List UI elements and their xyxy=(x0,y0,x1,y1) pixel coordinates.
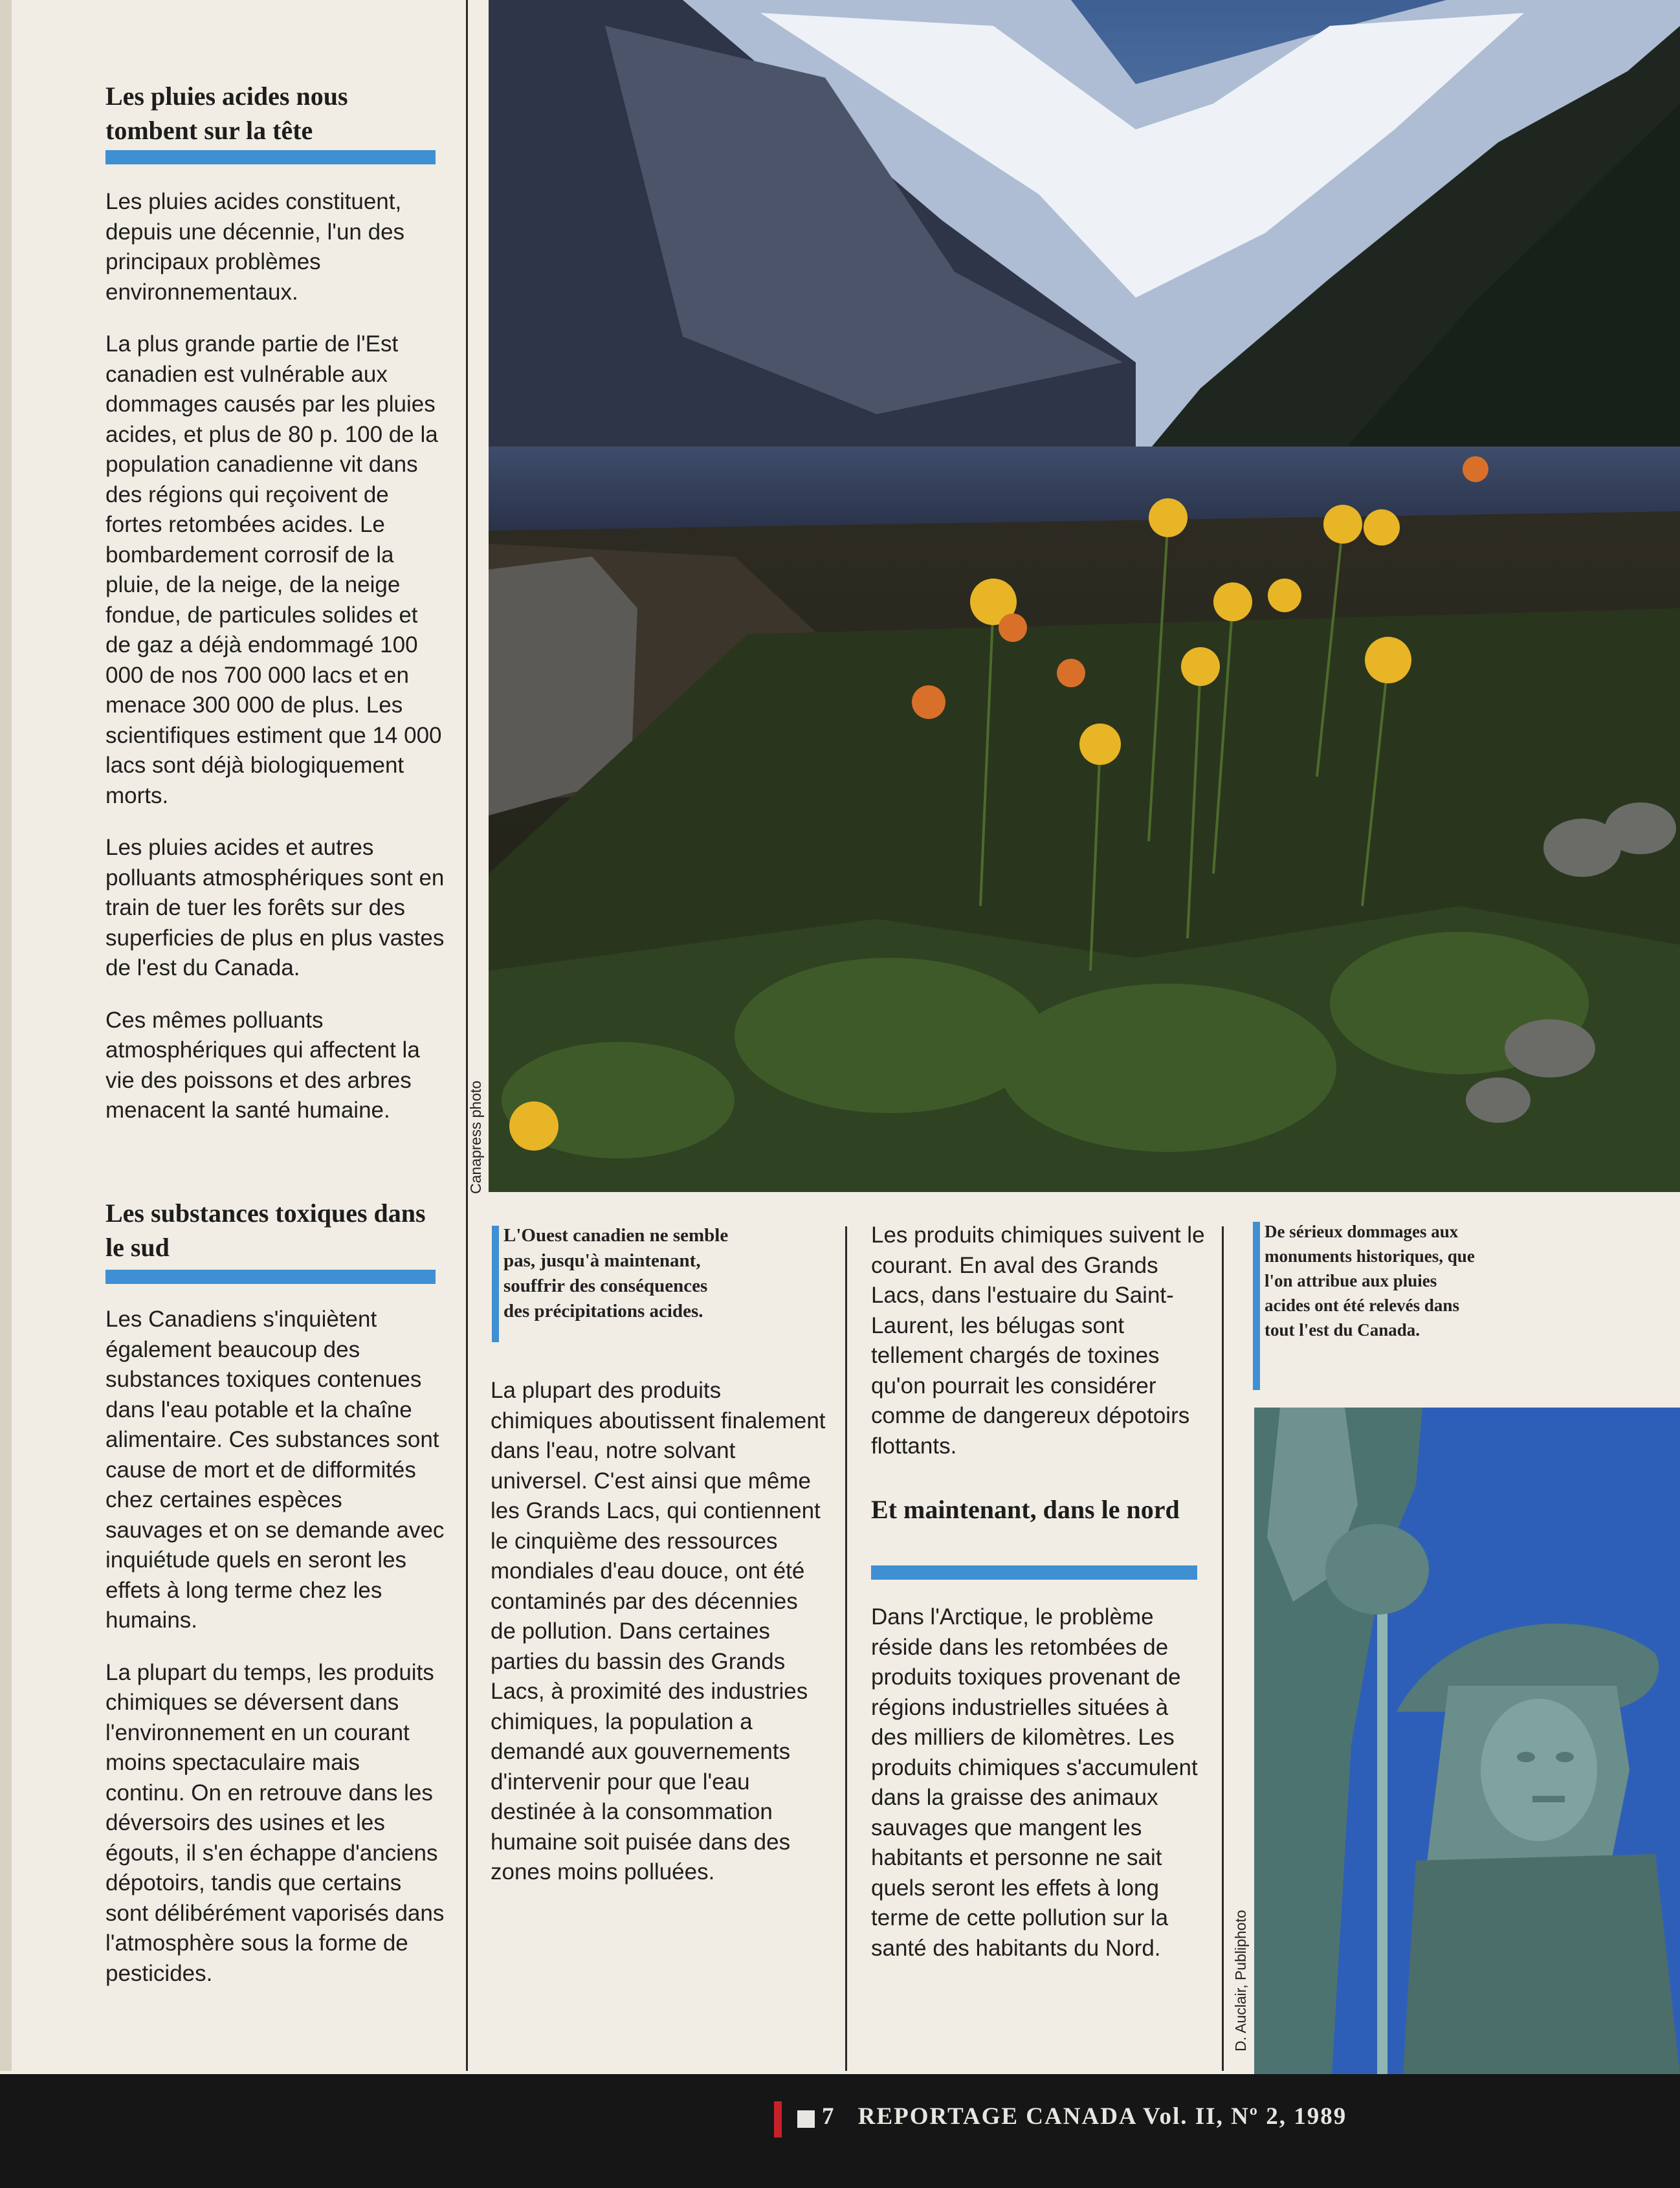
column-rule-middle xyxy=(845,1226,847,2071)
page-number: 7 xyxy=(822,2103,835,2130)
heading-toxic-substances: Les substances toxiques dans le sud xyxy=(105,1199,426,1262)
paragraph: Ces mêmes polluants atmosphériques qui affectent la vie des poissons et des arbres menacent la santé humaine. xyxy=(105,1007,420,1123)
heading-acid-rain: Les pluies acides nous tombent sur la tête xyxy=(105,82,348,145)
caption-bar xyxy=(492,1226,499,1342)
third-column-text xyxy=(871,1221,1208,1483)
photo-credit-canapress: Canapress photo xyxy=(467,1080,484,1194)
caption-bar xyxy=(1253,1222,1260,1390)
left-column xyxy=(105,79,442,148)
paragraph: La plupart des produits chimiques aboutissent finalement dans l'eau, notre solvant universel. C'est ainsi que même les Grands Lacs, qui contiennent le cinquième des ressources mondiales d'eau douce, ont été contaminés par des décennies de pollution. Dans certaines parties du bassin des Grands Lacs, à proximité des industries chimiques, la population a demandé aux gouvernements d'intervenir pour que l'eau destinée à la consommation humaine soit puisée dans des zones moins polluées. xyxy=(491,1378,826,1884)
heading-underline-bar xyxy=(105,150,436,164)
publication-title: REPORTAGE CANADA Vol. II, Nº 2, 1989 xyxy=(857,2103,1347,2130)
paragraph: Les pluies acides constituent, depuis une décennie, l'un des principaux problèmes environnementaux. xyxy=(105,189,405,305)
paragraph: Les Canadiens s'inquiètent également beaucoup des substances toxiques contenues dans l'eau potable et la chaîne alimentaire. Ces substances sont cause de mort et de difformités chez certaines espèces sauvages et on se demande avec inquiétude quels en seront les effets à long terme chez les humains. xyxy=(105,1307,445,1633)
heading-underline-bar xyxy=(105,1270,436,1284)
paragraph: Les pluies acides et autres polluants atmosphériques sont en train de tuer les forêts sur des superficies de plus en plus vastes de l'est du Canada. xyxy=(105,835,445,980)
paragraph: Les produits chimiques suivent le courant. En aval des Grands Lacs, dans l'estuaire du Saint-Laurent, les bélugas sont tellement chargés de toxines qu'on pourrait les considérer comme de dangereux dépotoirs flottants. xyxy=(871,1222,1205,1459)
red-marker xyxy=(774,2101,782,2138)
footer-folio xyxy=(822,2103,1347,2130)
left-column-text2 xyxy=(105,1305,445,2011)
paragraph: La plus grande partie de l'Est canadien est vulnérable aux dommages causés par les pluies acides, et plus de 80 p. 100 de la population canadienne vit dans des régions qui reçoivent de fortes retombées acides. Le bombardement corrosif de la pluie, de la neige, de la neige fondue, de particules solides et de gaz a déjà endommagé 100 000 de nos 700 000 lacs et en menace 300 000 de plus. Les scientifiques estiment que 14 000 lacs sont déjà biologiquement morts. xyxy=(105,331,442,808)
page-edge-shadow xyxy=(0,0,12,2071)
column-rule-right xyxy=(1222,1226,1224,2071)
caption-west-canada xyxy=(492,1223,736,1324)
square-bullet-icon xyxy=(797,2110,815,2128)
caption-text: De sérieux dommages aux monuments historiques, que l'on attribue aux pluies acides ont été relevés dans tout l'est du Canada. xyxy=(1265,1222,1475,1340)
third-column-text2 xyxy=(871,1602,1208,1985)
paragraph: Dans l'Arctique, le problème réside dans les retombées de produits toxiques provenant de régions industrielles situées à des milliers de kilomètres. Les produits chimiques s'accumulent dans la graisse des animaux sauvages que mangent les habitants et personne ne sait quels seront les effets à long terme de cette pollution sur la santé des habitants du Nord. xyxy=(871,1604,1198,1961)
landscape-illustration xyxy=(489,0,1680,1192)
heading-north: Et maintenant, dans le nord xyxy=(871,1495,1180,1524)
middle-column-text xyxy=(491,1376,827,1910)
statue-photo xyxy=(1254,1408,1680,2074)
page-footer xyxy=(0,2074,1680,2188)
lake-poppies-photo xyxy=(489,0,1680,1192)
third-column-heading xyxy=(871,1492,1195,1527)
heading-underline-bar xyxy=(871,1565,1197,1580)
left-column-text xyxy=(105,187,445,1148)
caption-text: L'Ouest canadien ne semble pas, jusqu'à maintenant, souffrir des conséquences des précipitations acides. xyxy=(503,1225,729,1321)
statue-illustration xyxy=(1254,1408,1680,2074)
column-rule-left xyxy=(466,0,468,2071)
paragraph: La plupart du temps, les produits chimiques se déversent dans l'environnement en un courant moins spectaculaire mais continu. On en retrouve dans les déversoirs des usines et les égouts, il s'en échappe d'anciens dépotoirs, tandis que certains sont délibérément vaporisés dans l'atmosphère sous la forme de pesticides. xyxy=(105,1659,445,1986)
left-column-section2 xyxy=(105,1196,445,1265)
photo-credit-auclair: D. Auclair, Publiphoto xyxy=(1232,1910,1249,2051)
caption-monuments xyxy=(1253,1219,1478,1342)
